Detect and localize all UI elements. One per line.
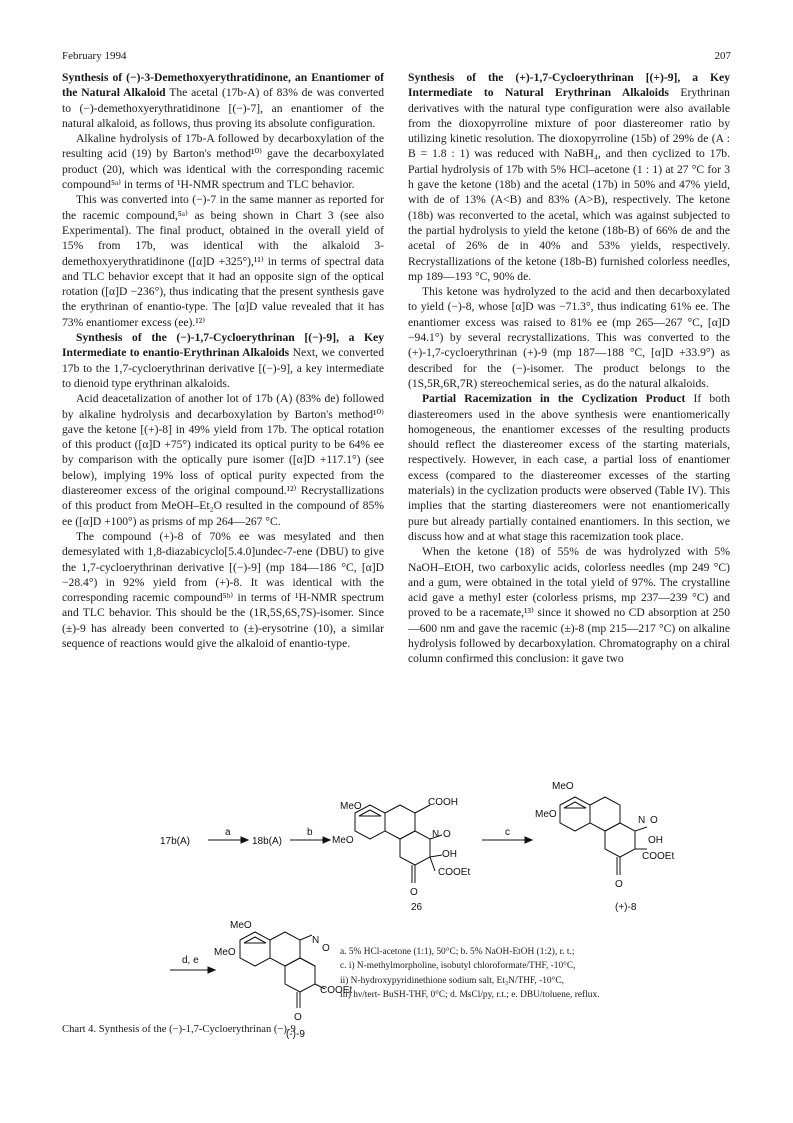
cooh-label: COOH (428, 797, 458, 808)
scheme-drawing (160, 775, 760, 1055)
left-column (62, 70, 384, 651)
meo-label: MeO (535, 809, 557, 820)
arrow-c-head (525, 837, 532, 843)
paragraph-text: The acetal (17b-A) of 83% de was converted to (−)-demethoxyerythratidinone [(−)-7], an enantiomer of the natural alkaloid, as follows, thus proving its absolute configuration. (62, 86, 385, 130)
o-label: O (322, 943, 330, 954)
paragraph-text: This was converted into (−)-7 in the same manner as reported for the racemic compound,⁵ᵃ⁾ as being shown in Chart 3 (see also Experimental). The final product, obtained in the overall yield of 15% from 17b, was identical with the alkaloid 3-demethoxyerythratidinone ([α]D +325°),¹¹⁾ in terms of spectral data and TLC behavior except that it had an opposite sign of the optical rotation ([α]D −236°), thus indicating that the present synthesis gave the erythrinan of enantio-type. The [α]D value revealed that it has 73% enantiomer excess (ee).¹²⁾ (62, 193, 384, 329)
arrow-a-head (241, 837, 248, 843)
paragraph (408, 391, 730, 544)
paragraph (62, 529, 384, 651)
compound-9-number: (-)-9 (286, 1029, 305, 1040)
paragraph (62, 192, 384, 330)
compound-8-number: (+)-8 (615, 902, 637, 913)
section-heading: Synthesis of (−)-3-Demethoxyerythratidinone, an Enantiomer of the Natural Alkaloid (62, 71, 384, 100)
paragraph-text: The compound (+)-8 of 70% ee was mesylated and then demesylated with 1,8-diazabicyclo[5.4.0]undec-7-ene (DBU) to give the 1,7-cycloerythrinan derivative [(−)-9] (mp 184—186 °C, [α]D −28.4°) in 92% yield from (+)-8. It was identical with the corresponding racemic compound⁵ᵇ⁾ in terms of ¹H-NMR spectrum and TLC behavior. This should be the (1R,5S,6S,7S)-isomer. Since (±)-9 has already been converted to (±)-erysotrine (10), a similar sequence of reactions would give the alkaloid of enantio-type. (62, 529, 384, 650)
o-label: O (443, 829, 451, 840)
paragraph-text: If both diastereomers used in the above synthesis were enantiomerically homogeneous, the enantiomer excesses of the resulting products should reflect the diastereomer excess of the starting materials, respectively. However, in each case, a partial loss of enantiomer excess (compared to the diastereomer excesses of the starting materials) in the cyclization products were observed (Table IV). This implies that the starting diastereomers were not enantiomerically pure but already partially contained enantiomers. In this section, we discuss how and at what stage this racemization took place. (408, 392, 730, 543)
cooet-label: COOEt (438, 867, 471, 878)
reaction-conditions (340, 945, 760, 1002)
o-label: O (615, 879, 623, 890)
compound-26-number: 26 (411, 902, 423, 913)
meo-label: MeO (214, 947, 236, 958)
running-header-date: February 1994 (62, 50, 127, 62)
paragraph (62, 330, 384, 391)
condition-line: iii) hν/tert- BuSH-THF, 0°C; d. MsCl/py, r.t.; e. DBU/toluene, reflux. (340, 989, 600, 1000)
page-number: 207 (714, 50, 731, 62)
arrow-b-label: b (307, 827, 313, 838)
condition-line: c. i) N-methylmorpholine, isobutyl chloroformate/THF, -10°C, (340, 961, 576, 972)
arrow-a-label: a (225, 827, 231, 838)
condition-line: ii) N-hydroxypyridinethione sodium salt, Et₃N/THF, -10°C, (340, 975, 564, 986)
cooet-label: COOEt (320, 985, 353, 996)
o-label: O (650, 815, 658, 826)
section-heading: Partial Racemization in the Cyclization Product (422, 392, 686, 406)
paragraph (62, 70, 384, 131)
meo-label: MeO (332, 835, 354, 846)
structure-8 (560, 797, 647, 875)
paragraph (408, 70, 730, 284)
paragraph-text: Alkaline hydrolysis of 17b-A followed by decarboxylation of the resulting acid (19) by Barton's method¹⁰⁾ gave the decarboxylated product (20), which was identical with the corresponding racemic compound⁵ᵃ⁾ in terms of ¹H-NMR spectrum and TLC behavior. (62, 132, 384, 192)
reaction-scheme (160, 775, 760, 1055)
condition-line: a. 5% HCl-acetone (1:1), 50°C; b. 5% NaOH-EtOH (1:2), r. t.; (340, 947, 575, 957)
o-label: O (294, 1012, 302, 1023)
arrow-de-head (208, 967, 215, 973)
label-18b: 18b(A) (252, 836, 283, 847)
oh-label: OH (648, 835, 663, 846)
arrow-de-label: d, e (182, 955, 199, 966)
paragraph-text: This ketone was hydrolyzed to the acid and then decarboxylated to yield (−)-8, whose [α]D was −71.3°, thus indicating 61% ee. The enantiomer excess was raised to 81% ee (mp 265—267 °C, [α]D −94.1°) by several recrystallizations. This was converted to the (+)-1,7-cycloerythrinan (+)-9 (mp 187—188 °C, [α]D +33.9°) as described for the (−)-isomer. The product belongs to the (1S,5R,6R,7R) stereochemical series, as do the natural alkaloids. (408, 285, 730, 390)
paragraph-text: Erythrinan derivatives with the natural type configuration were also available from the dioxopyrroline mixture of poor diastereomer ratio by utilizing kinetic resolution. The dioxopyrroline (15b) of 29% de (A : B = 1.8 : 1) was reduced with NaBH₄, and then cyclized to 17b. Partial hydrolysis of 17b with 5% HCl–acetone (1 : 1) at 27 °C for 3 h gave the ketone (18b) and the acetal (17b) in 50% and 47% yield, with de of 13% (A<B) and 83% (A>B), respectively. The ketone (18b) was reconverted to the acetal, which was against subjected to the partial hydrolysis to yield the ketone (18b-B) of 66% de and the acetal of 26% de in 40% and 53% yields, respectively. Recrystallizations of the ketone (18b-B) furnished colorless needles, mp 189—193 °C, 90% de. (408, 86, 730, 283)
section-heading: Synthesis of the (−)-1,7-Cycloerythrinan [(−)-9], a Key Intermediate to enantio-Erythrinan Alkaloids (62, 331, 384, 360)
structure-26 (355, 805, 442, 883)
paragraph (62, 131, 384, 192)
oh-label: OH (442, 849, 457, 860)
right-column (408, 70, 730, 667)
paragraph (62, 391, 384, 529)
n-label: N (312, 935, 320, 946)
meo-label: MeO (552, 781, 574, 792)
paragraph-text: Next, we converted 17b to the 1,7-cycloerythrinan derivative [(−)-9], a key intermediate to dienoid type erythrinan alkaloids. (62, 346, 384, 390)
o-label: O (410, 887, 418, 898)
meo-label: MeO (230, 920, 252, 931)
paragraph-text: When the ketone (18) of 55% de was hydrolyzed with 5% NaOH–EtOH, two carboxylic acids, colorless needles (mp 249 °C) and a gum, were obtained in the total yield of 97%. The crystalline acid gave a methyl ester (colorless prisms, mp 237—239 °C) and proved to be a racemate,¹³⁾ since it showed no CD absorption at 250—600 nm and gave the racemic (±)-8 (mp 215—217 °C) on alkaline hydrolysis followed by decarboxylation. Chromatography on a chiral column confirmed this conclusion: it gave two (408, 545, 730, 666)
n-label: N (638, 815, 646, 826)
arrow-c-label: c (505, 827, 510, 838)
paragraph (408, 544, 730, 666)
meo-label: MeO (340, 801, 362, 812)
label-17b: 17b(A) (160, 836, 191, 847)
cooet-label: COOEt (642, 851, 675, 862)
n-label: N (432, 829, 440, 840)
section-heading: Synthesis of the (+)-1,7-Cycloerythrinan [(+)-9], a Key Intermediate to Natural Erythrinan Alkaloids (408, 71, 730, 100)
paragraph (408, 284, 730, 391)
chart-caption: Chart 4. Synthesis of the (−)-1,7-Cycloerythrinan (−)-9 (62, 1024, 296, 1035)
arrow-b-head (323, 837, 330, 843)
paragraph-text: Acid deacetalization of another lot of 17b (A) (83% de) followed by alkaline hydrolysis and decarboxylation by Barton's method¹⁰⁾ gave the ketone [(+)-8] in 49% yield from 17b. The optical rotation of this product ([α]D +75°) indicated its optical purity to be 64% ee by comparison with the optically pure isomer ([α]D +117.1°) (see below), implying 19% loss of optical purity expected from the diastereomer excess of the original compound.¹²⁾ Recrystallizations of this product from MeOH–Et₂O resulted in the compound of 85% ee ([α]D +100°) as prisms of mp 264—267 °C. (62, 392, 384, 528)
